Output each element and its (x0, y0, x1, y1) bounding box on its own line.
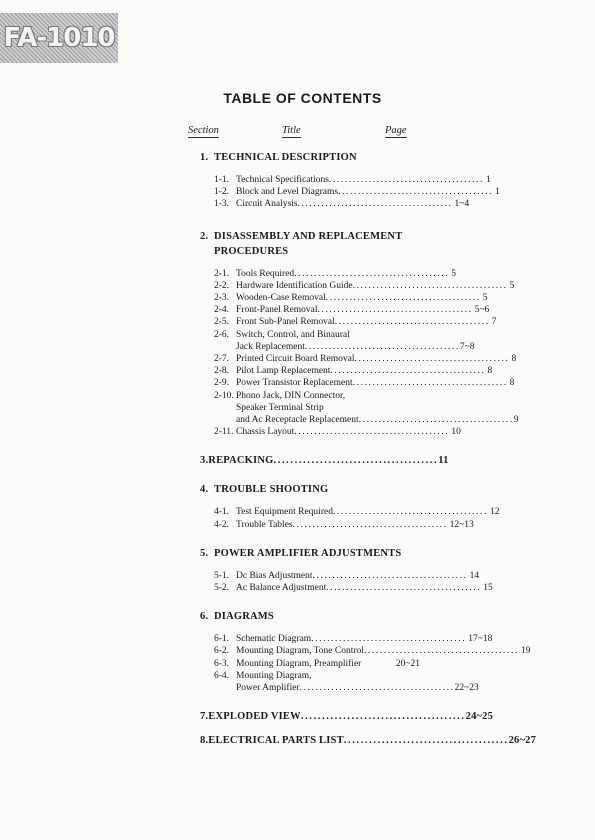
toc-entry[interactable]: 1-1. Technical Specifications ....................................... 1 (214, 175, 491, 185)
entry-number: 2-8. (214, 366, 230, 377)
toc-entry-cont[interactable]: and Ac Receptacle Replacement ....................................... 9 (236, 415, 519, 426)
entry-number: 2-3. (214, 293, 230, 304)
entry-number: 2-6. (214, 329, 230, 340)
entry-page: 12 (489, 507, 500, 518)
toc-section-2 (200, 229, 519, 439)
toc-entry[interactable]: 6-1. Schematic Diagram ....................................... 17~18 (214, 634, 493, 645)
entry-title-cont: Power Amplifier (236, 683, 300, 694)
toc-entry[interactable]: 2-3. Wooden-Case Removal ....................................... 5 (214, 293, 488, 304)
section-title: POWER AMPLIFIER ADJUSTMENTS (214, 547, 402, 559)
toc-entry[interactable] (214, 390, 420, 402)
entry-page: 15 (483, 583, 493, 594)
section-heading (200, 150, 420, 165)
toc-entry[interactable]: 2-5. Front Sub-Panel Removal ....................................... 7 (214, 317, 497, 328)
section-title: ELECTRICAL PARTS LIST (208, 735, 344, 747)
section-number: 7. (200, 711, 209, 723)
entry-title: Switch, Control, and Binaural (236, 329, 350, 340)
entry-title: Front Sub-Panel Removal (236, 317, 335, 328)
section-title: TECHNICAL DESCRIPTION (214, 152, 357, 163)
entry-number: 1-2. (214, 187, 230, 198)
toc-section-8[interactable] (200, 733, 537, 748)
section-number: 5. (200, 547, 209, 559)
model-badge-text: FA-1010 (3, 23, 115, 53)
section-number: 8. (200, 735, 209, 747)
entry-number: 1-3. (214, 199, 230, 210)
section-page: 11 (438, 455, 449, 467)
section-number: 1. (200, 152, 209, 163)
entry-page: 7~8 (459, 341, 475, 352)
entry-title: Ac Balance Adjustment (236, 583, 327, 594)
entry-number: 2-10. (214, 390, 234, 401)
toc-entry[interactable]: 2-11. Chassis Layout ....................................... 10 (214, 427, 461, 438)
entry-title: Test Equipment Required (236, 507, 333, 518)
section-heading (200, 482, 420, 497)
toc-entry[interactable]: 5-1. Dc Bias Adjustment ....................................... 14 (214, 570, 480, 581)
entry-page: 9 (513, 415, 519, 426)
entry-page: 5 (509, 280, 515, 291)
section-title-cont: PROCEDURES (214, 245, 289, 257)
section-heading (200, 229, 420, 259)
section-heading: 3. REPACKING ....................................... 11 (200, 455, 449, 467)
entry-title: Hardware Identification Guide (236, 280, 353, 291)
entry-page: 8 (487, 366, 493, 377)
column-header-title: Title (282, 125, 301, 136)
entry-page: 12~13 (449, 519, 474, 530)
toc-entry[interactable] (214, 329, 420, 341)
toc-entry[interactable]: 2-4. Front-Panel Removal ....................................... 5~6 (214, 305, 490, 316)
entry-number: 2-2. (214, 280, 230, 291)
section-title: EXPLODED VIEW (208, 711, 301, 723)
entry-title: Chassis Layout (236, 427, 295, 438)
entry-number: 2-11. (214, 427, 234, 438)
entry-title: Front-Panel Removal (236, 305, 318, 316)
section-page: 26~27 (508, 735, 537, 747)
entry-title: Circuit Analysis (236, 199, 298, 210)
section-number: 6. (200, 611, 209, 623)
entry-title-cont2: and Ac Receptacle Replacement (236, 415, 359, 426)
toc-entry[interactable]: 1-2. Block and Level Diagrams ....................................... 1 (214, 187, 500, 198)
entry-number: 6-1. (214, 634, 230, 645)
entry-page: 5~6 (474, 305, 490, 316)
section-heading: 7. EXPLODED VIEW ....................................... 24~25 (200, 711, 494, 723)
entry-title: Mounting Diagram, Preamplifier (236, 658, 362, 669)
toc-entry-cont[interactable] (214, 402, 420, 414)
toc-entry[interactable]: 2-7. Printed Circuit Board Removal ....................................... 8 (214, 354, 517, 365)
section-page: 24~25 (465, 711, 494, 723)
entry-page: 10 (451, 427, 461, 438)
column-header-page: Page (385, 125, 407, 136)
toc-entry[interactable]: 1-3. Circuit Analysis ....................................... 1~4 (214, 199, 470, 210)
entry-page: 5 (451, 268, 456, 279)
entry-page: 8 (509, 378, 515, 389)
entry-title: Trouble Tables (236, 519, 293, 530)
entry-title: Power Transistor Replacement (236, 378, 353, 389)
entry-number: 5-2. (214, 583, 230, 594)
section-number: 2. (200, 230, 209, 242)
entry-title: Tools Required (236, 268, 295, 279)
entry-title: Schematic Diagram (236, 634, 312, 645)
toc-entry[interactable]: 4-1. Test Equipment Required ....................................... 12 (214, 507, 500, 518)
entry-number: 2-7. (214, 354, 230, 365)
entry-page: 7 (491, 317, 497, 328)
section-title: REPACKING (208, 455, 274, 467)
entry-page: 20~21 (395, 658, 420, 669)
table-of-contents (0, 150, 595, 748)
toc-section-3[interactable] (200, 453, 449, 468)
entry-number: 4-1. (214, 507, 230, 518)
toc-section-1 (200, 150, 500, 211)
entry-title: Block and Level Diagrams (236, 187, 339, 198)
section-heading: 8. ELECTRICAL PARTS LIST ....................................... 26~27 (200, 735, 537, 747)
entry-number: 2-5. (214, 317, 230, 328)
entry-title: Wooden-Case Removal (236, 293, 326, 304)
entry-number: 2-4. (214, 305, 230, 316)
entry-page: 8 (511, 354, 517, 365)
entry-number: 4-2. (214, 519, 230, 530)
toc-section-6 (200, 609, 531, 694)
entry-title: Pilot Lamp Replacement (236, 366, 331, 377)
entry-number: 2-1. (214, 268, 230, 279)
toc-entry[interactable]: 2-9. Power Transistor Replacement ....................................... 8 (214, 378, 515, 389)
toc-entry-cont[interactable]: Jack Replacement ....................................... 7~8 (236, 341, 475, 352)
toc-entry[interactable]: 2-1. Tools Required ....................................... 5 (214, 268, 456, 279)
section-title: DIAGRAMS (214, 611, 274, 623)
section-title: DISASSEMBLY AND REPLACEMENT (214, 230, 403, 242)
entry-page: 5 (482, 293, 488, 304)
section-number: 3. (200, 455, 209, 467)
entry-title: Technical Specifications (236, 175, 329, 185)
section-heading (200, 546, 420, 561)
entry-number: 6-2. (214, 646, 230, 657)
entry-number: 1-1. (214, 175, 230, 185)
toc-entry-cont[interactable]: Power Amplifier ....................................... 22~23 (236, 683, 479, 694)
entry-title: Printed Circuit Board Removal (236, 354, 355, 365)
entry-title: Dc Bias Adjustment (236, 570, 313, 581)
entry-page: 19 (520, 646, 531, 657)
section-heading (200, 609, 420, 624)
page-title: TABLE OF CONTENTS (223, 90, 382, 106)
entry-number: 6-4. (214, 670, 230, 681)
section-title: TROUBLE SHOOTING (214, 484, 329, 496)
entry-page: 14 (469, 570, 480, 581)
column-header-section: Section (188, 125, 219, 136)
entry-page: 1 (495, 187, 500, 198)
toc-entry[interactable]: 4-2. Trouble Tables ....................................... 12~13 (214, 519, 474, 530)
toc-section-5 (200, 546, 493, 594)
entry-title: Mounting Diagram, Tone Control (236, 646, 364, 657)
entry-title: Phono Jack, DIN Connector, (236, 390, 346, 401)
entry-number: 6-3. (214, 658, 230, 669)
entry-title-cont: Speaker Terminal Strip (236, 402, 324, 413)
entry-page: 1 (486, 175, 491, 185)
entry-title-cont: Jack Replacement (236, 341, 305, 352)
toc-entry[interactable] (214, 658, 420, 670)
entry-page: 22~23 (454, 683, 479, 694)
entry-page: 17~18 (468, 634, 493, 645)
toc-entry[interactable]: 2-2. Hardware Identification Guide ....................................... 5 (214, 280, 515, 291)
section-number: 4. (200, 484, 209, 496)
column-headers (0, 124, 595, 140)
entry-number: 5-1. (214, 570, 230, 581)
toc-entry[interactable]: 5-2. Ac Balance Adjustment ....................................... 15 (214, 583, 493, 594)
toc-entry[interactable]: 2-8. Pilot Lamp Replacement ....................................... 8 (214, 366, 493, 377)
toc-entry[interactable] (214, 670, 420, 682)
toc-entry[interactable]: 6-2. Mounting Diagram, Tone Control ....................................... 19 (214, 646, 531, 657)
entry-title: Mounting Diagram, (236, 670, 312, 681)
entry-page: 1~4 (454, 199, 470, 210)
entry-number: 2-9. (214, 378, 230, 389)
model-badge (0, 13, 118, 63)
toc-section-4 (200, 482, 500, 530)
toc-section-7[interactable] (200, 709, 494, 724)
